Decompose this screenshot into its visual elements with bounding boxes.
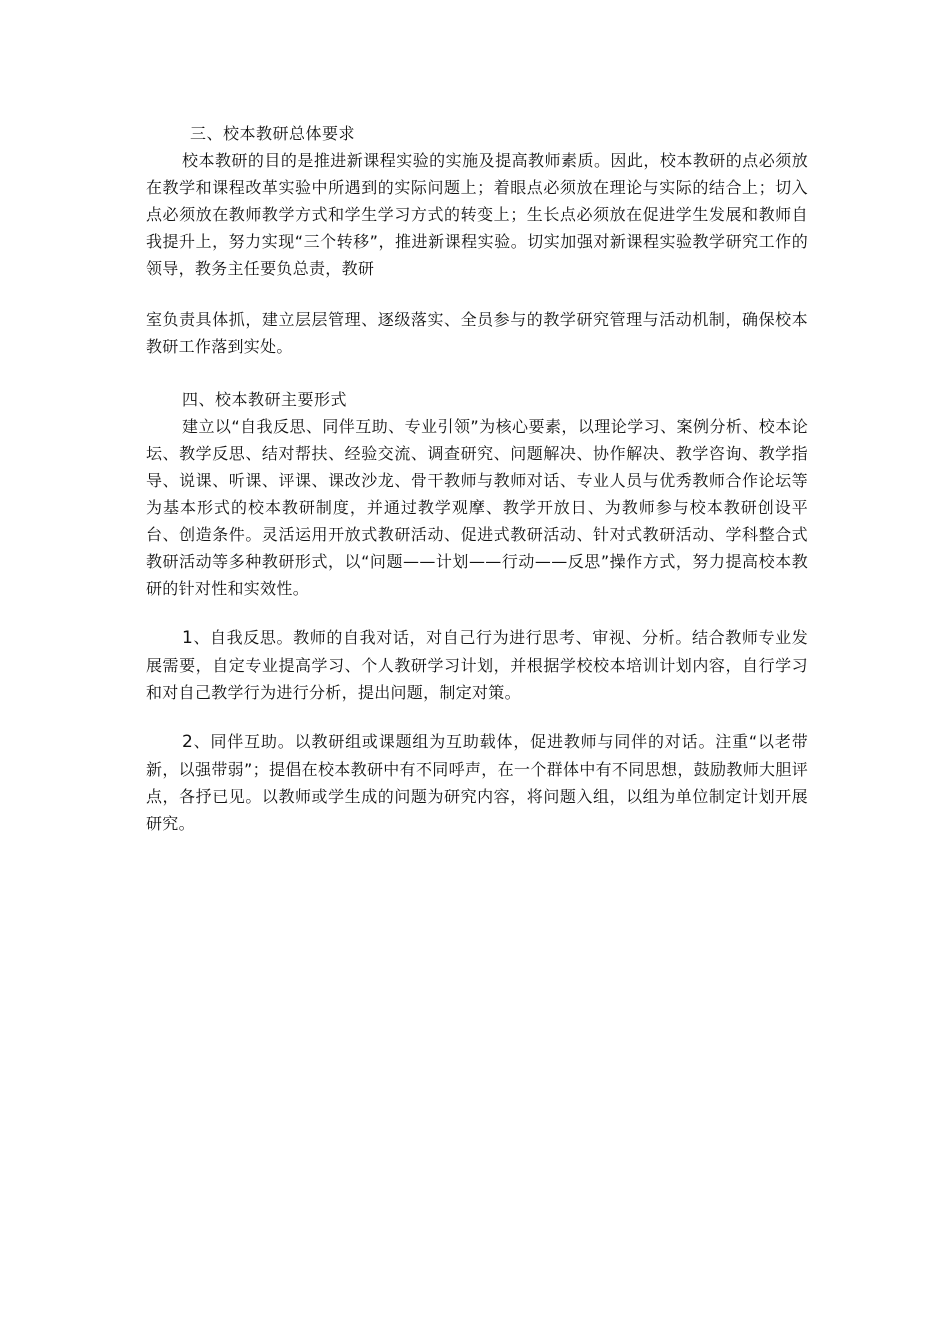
document-body [146, 120, 808, 837]
list-item-1-text: 、自我反思。教师的自我对话，对自己行为进行思考、审视、分析。结合教师专业发展需要，自定专业提高学习、个人教研学习计划，并根据学校校本培训计划内容，自行学习和对自己教学行为进行分析，提出问题，制定对策。 [146, 628, 808, 702]
section-4-paragraph-1: 建立以“自我反思、同伴互助、专业引领”为核心要素，以理论学习、案例分析、校本论坛、教学反思、结对帮扶、经验交流、调查研究、问题解决、协作解决、教学咨询、教学指导、说课、听课、评课、课改沙龙、骨干教师与教师对话、专业人员与优秀教师合作论坛等为基本形式的校本教研制度，并通过教学观摩、教学开放日、为教师参与校本教研创设平台、创造条件。灵活运用开放式教研活动、促进式教研活动、针对式教研活动、学科整合式教研活动等多种教研形式，以“问题——计划——行动——反思”操作方式，努力提高校本教研的针对性和实效性。 [146, 417, 808, 598]
list-item-1 [146, 624, 808, 706]
list-item-2-number: 2 [182, 732, 194, 752]
list-item-2 [146, 728, 808, 837]
spacer [146, 282, 808, 306]
list-item-1-number: 1 [182, 628, 194, 648]
list-item-2-text: 、同伴互助。以教研组或课题组为互助载体，促进教师与同伴的对话。注重“以老带新，以强带弱”；提倡在校本教研中有不同呼声，在一个群体中有不同思想，鼓励教师大胆评点，各抒已见。以教师或学生成的问题为研究内容，将问题入组，以组为单位制定计划开展研究。 [146, 732, 808, 833]
section-3-heading: 三、校本教研总体要求 [190, 124, 356, 143]
spacer [146, 360, 808, 386]
section-4-heading: 四、校本教研主要形式 [182, 390, 348, 409]
section-3-paragraph-2: 室负责具体抓，建立层层管理、逐级落实、全员参与的教学研究管理与活动机制，确保校本教研工作落到实处。 [146, 310, 808, 356]
spacer [146, 602, 808, 624]
spacer [146, 706, 808, 728]
section-3-paragraph-1: 校本教研的目的是推进新课程实验的实施及提高教师素质。因此，校本教研的点必须放在教学和课程改革实验中所遇到的实际问题上；着眼点必须放在理论与实际的结合上；切入点必须放在教师教学方式和学生学习方式的转变上；生长点必须放在促进学生发展和教师自我提升上，努力实现“三个转移”，推进新课程实验。切实加强对新课程实验教学研究工作的领导，教务主任要负总责，教研 [146, 151, 808, 278]
